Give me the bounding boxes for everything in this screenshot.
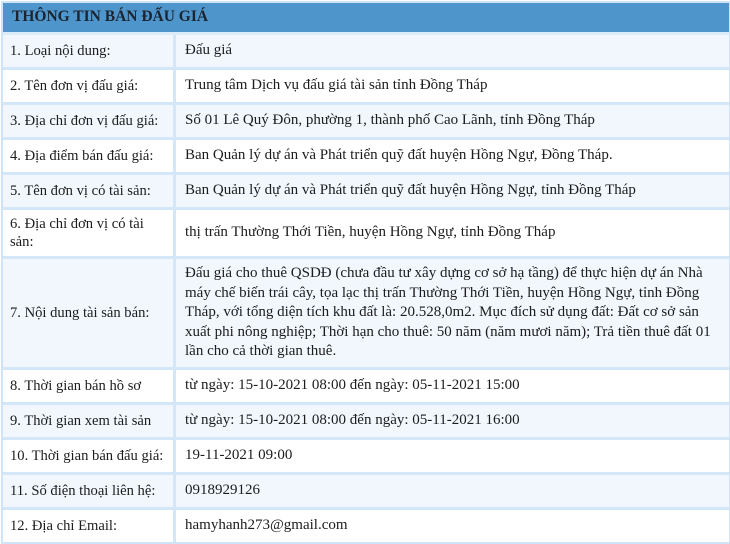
auction-info-table — [1, 1, 730, 544]
table-row-dossier-sale-time — [3, 370, 729, 405]
row-value: từ ngày: 15-10-2021 08:00 đến ngày: 05-11-2021 16:00 — [185, 411, 520, 428]
row-value: 0918929126 — [185, 481, 260, 498]
row-label: 7. Nội dung tài sản bán: — [3, 259, 176, 367]
row-value: Đấu giá — [185, 42, 233, 59]
row-label: 1. Loại nội dung: — [3, 35, 176, 67]
table-row-content-type — [3, 35, 729, 70]
row-value: Đấu giá cho thuê QSDĐ (chưa đầu tư xây dựng cơ sở hạ tầng) để thực hiện dự án Nhà máy chế biến trái cây, tọa lạc thị trấn Thường Thới Tiền, huyện Hồng Ngự, tỉnh Đồng Tháp, với tổng diện tích khu đất là: 20.528,0m2. Mục đích sử dụng đất: Đất cơ sở sản xuất phi nông nghiệp; Thời hạn cho thuê: 50 năm (năm mươi năm); Trả tiền thuê đất 01 lần cho cả thời gian thuê. — [185, 265, 711, 359]
table-row-asset-owner-name — [3, 175, 729, 210]
row-label: 6. Địa chỉ đơn vị có tài sản: — [3, 210, 176, 256]
row-label: 11. Số điện thoại liên hệ: — [3, 475, 176, 507]
row-value: từ ngày: 15-10-2021 08:00 đến ngày: 05-11-2021 15:00 — [185, 376, 520, 393]
table-row-asset-owner-address — [3, 210, 729, 259]
row-label: 4. Địa điểm bán đấu giá: — [3, 140, 176, 172]
row-value: Số 01 Lê Quý Đôn, phường 1, thành phố Cao Lãnh, tỉnh Đồng Tháp — [185, 112, 595, 129]
row-label: 5. Tên đơn vị có tài sản: — [3, 175, 176, 207]
row-value: thị trấn Thường Thới Tiền, huyện Hồng Ngự, tỉnh Đồng Tháp — [185, 224, 556, 241]
table-row-auction-unit-address — [3, 105, 729, 140]
row-label: 2. Tên đơn vị đấu giá: — [3, 70, 176, 102]
table-rows — [3, 35, 729, 542]
table-row-asset-viewing-time — [3, 405, 729, 440]
row-label: 10. Thời gian bán đấu giá: — [3, 440, 176, 472]
table-row-asset-description — [3, 259, 729, 370]
row-label: 3. Địa chỉ đơn vị đấu giá: — [3, 105, 176, 137]
row-value: 19-11-2021 09:00 — [185, 446, 293, 463]
table-row-contact-email — [3, 510, 729, 542]
row-label: 8. Thời gian bán hồ sơ — [3, 370, 176, 402]
row-value: Ban Quản lý dự án và Phát triển quỹ đất huyện Hồng Ngự, Đồng Tháp. — [185, 147, 613, 164]
table-row-auction-unit-name — [3, 70, 729, 105]
row-label: 12. Địa chỉ Email: — [3, 510, 176, 542]
row-label: 9. Thời gian xem tài sản — [3, 405, 176, 437]
row-value: Ban Quản lý dự án và Phát triển quỹ đất huyện Hồng Ngự, tỉnh Đồng Tháp — [185, 182, 636, 199]
row-value: hamyhanh273@gmail.com — [185, 516, 348, 533]
row-value: Trung tâm Dịch vụ đấu giá tài sản tỉnh Đồng Tháp — [185, 77, 488, 94]
table-row-contact-phone — [3, 475, 729, 510]
table-row-auction-time — [3, 440, 729, 475]
table-row-auction-location — [3, 140, 729, 175]
table-title: THÔNG TIN BÁN ĐẤU GIÁ — [3, 3, 729, 35]
